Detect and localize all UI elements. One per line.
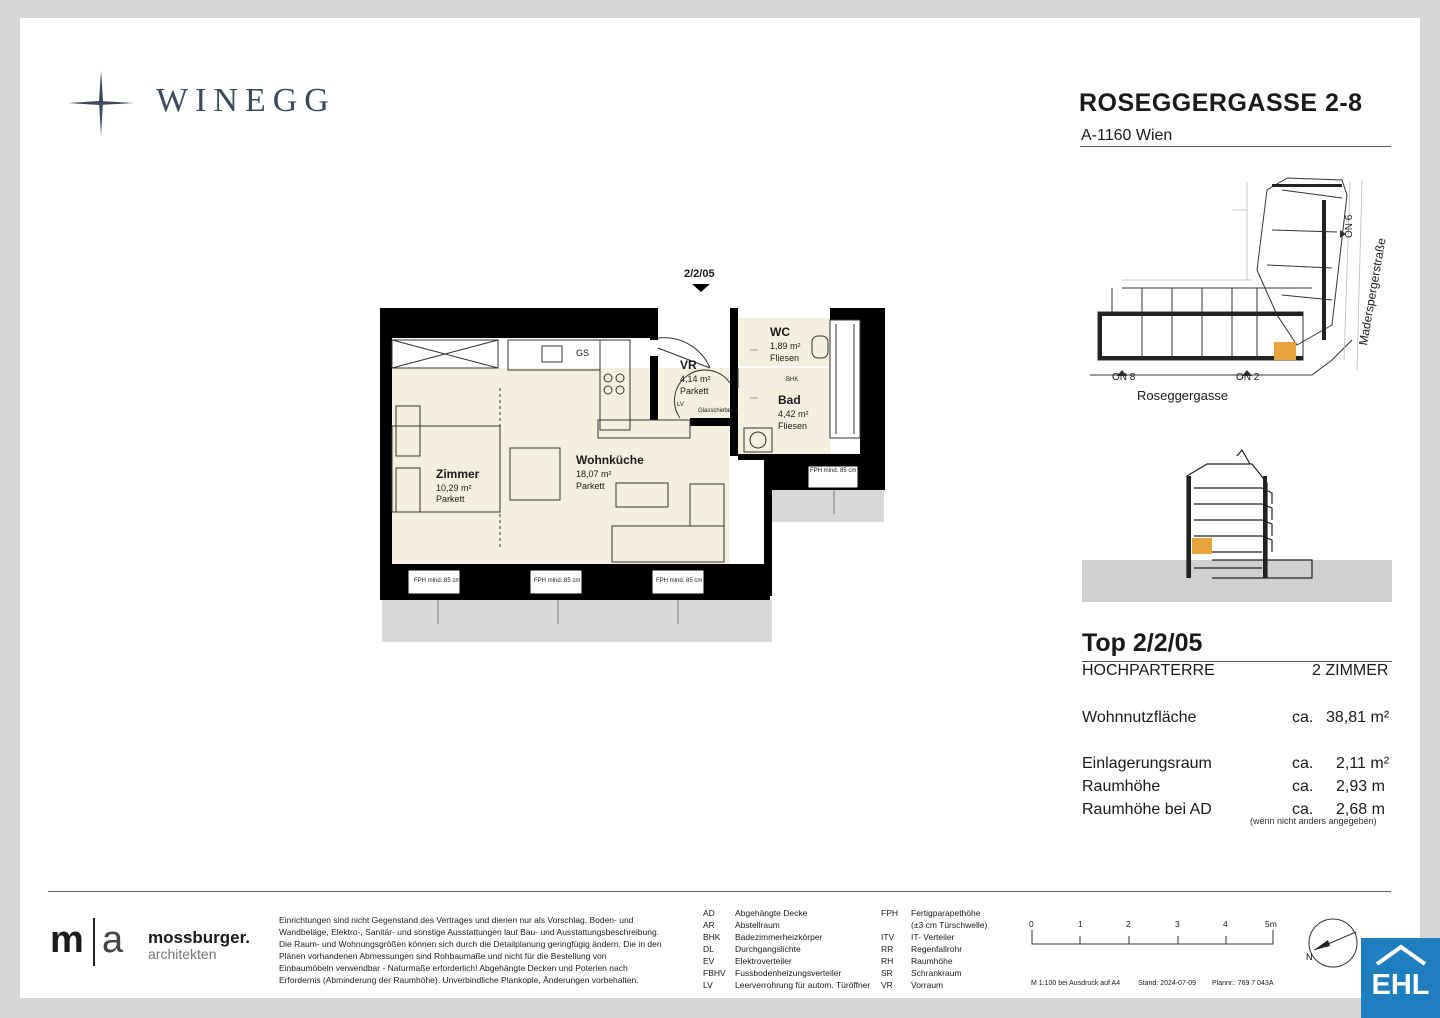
legend-text: Vorraum xyxy=(911,980,944,990)
scale-tick-4: 4 xyxy=(1223,919,1228,929)
site-plan xyxy=(1082,170,1392,405)
entrance-label-2: ON 2 xyxy=(1236,372,1260,383)
room-floor-bad: Fliesen xyxy=(778,421,808,431)
area-ca-living: ca. xyxy=(1292,709,1314,726)
architect-mark-m: m xyxy=(50,919,84,961)
fph-label-2: FPH mind. 85 cm xyxy=(534,578,581,584)
room-floor-vr: Parkett xyxy=(680,386,709,396)
legend-text: Durchgangslichte xyxy=(735,944,801,954)
header-divider xyxy=(1080,146,1391,147)
svg-text:N: N xyxy=(1306,952,1313,962)
legend-text: Abstellraum xyxy=(735,920,780,930)
legend-text: Leerverrohrung für autom. Türöffner xyxy=(735,980,871,990)
plan-number: Plannr.: 769 7 043A xyxy=(1212,980,1274,987)
ehl-badge-text: EHL xyxy=(1371,969,1430,1001)
room-area-wc: 1,89 m² xyxy=(770,341,801,351)
legend-code: AR xyxy=(703,920,715,930)
scale-tick-2: 2 xyxy=(1126,919,1131,929)
glass-door-label: Glasschiebetür xyxy=(698,408,739,414)
gs-label: GS xyxy=(576,348,590,358)
fph-label-4: FPH mind. 85 cm xyxy=(810,468,857,474)
legend-code: ITV xyxy=(881,932,895,942)
legend-code: RH xyxy=(881,956,894,966)
scale-tick-1: 1 xyxy=(1078,919,1083,929)
scale-bar xyxy=(1030,930,1275,946)
legend-text: Fussbodenheizungsverteiler xyxy=(735,968,842,978)
legend-left xyxy=(703,907,870,991)
height-ad-label: Raumhöhe bei AD xyxy=(1082,801,1212,818)
entrance-label-1: ON 8 xyxy=(1112,372,1136,383)
room-area-wohnkueche: 18,07 m² xyxy=(576,469,612,479)
architect-mark-a: a xyxy=(102,919,124,961)
legend-text: Fertigparapethöhe xyxy=(911,908,981,918)
house-roof-icon xyxy=(1375,944,1427,966)
legend-code: DL xyxy=(703,944,714,954)
plan-date: Stand: 2024-07-09 xyxy=(1138,980,1196,987)
legend-code: RR xyxy=(881,944,894,954)
legend-code: AD xyxy=(703,908,715,918)
height-note: (wenn nicht anders angegeben) xyxy=(1250,816,1377,826)
unit-marker: 2/2/05 xyxy=(684,268,715,280)
footer-divider xyxy=(48,891,1391,892)
area-label-living: Wohnnutzfläche xyxy=(1082,709,1197,726)
ehl-badge xyxy=(1361,938,1440,1018)
area-value-living: 38,81 m² xyxy=(1326,709,1390,726)
height-ad-value: 2,68 m xyxy=(1336,801,1385,818)
legend-code: FPH xyxy=(881,908,898,918)
room-name-zimmer: Zimmer xyxy=(436,467,480,481)
legend-text: Raumhöhe xyxy=(911,956,953,966)
room-area-vr: 4,14 m² xyxy=(680,374,711,384)
disclaimer-text: Einrichtungen sind nicht Gegenstand des Vertrages und dienen nur als Vorschlag. Boden- und Wandbeläge, Elektro-, Sanitär- und sonstige Ausstattungen laut Bau- und Ausstattungsbeschreibung. Die Raum- und Wohnungsgrößen können sich durch die Detailplanung geringfügig ändern. Die in den Plänen vorhandenen Abmessungen sind Rohbaumaße und nicht für die Bestellung von Einbaumöbeln verwendbar - Naturmaße erforderlich! Abgehängte Decken und Poterien nach Erfordernis (Abminderung der Raumhöhe). Unverbindliche Plankopie, Änderungen vorbehalten. xyxy=(279,915,662,985)
scale-tick-5: 5m xyxy=(1265,919,1277,929)
architect-sub: architekten xyxy=(148,946,217,962)
area-ca-storage: ca. xyxy=(1292,755,1314,772)
room-name-vr: VR xyxy=(680,358,697,372)
project-city: A-1160 Wien xyxy=(1081,127,1173,144)
legend-code: BHK xyxy=(703,932,721,942)
project-street: ROSEGGERGASSE 2-8 xyxy=(1079,89,1363,117)
bhk-label: BHK xyxy=(786,377,799,383)
room-name-wohnkueche: Wohnküche xyxy=(576,453,644,467)
legend-text: Elektroverteiler xyxy=(735,956,792,966)
legend-code: SR xyxy=(881,968,893,978)
scale-note: M 1:100 bei Ausdruck auf A4 xyxy=(1031,980,1121,987)
room-floor-wohnkueche: Parkett xyxy=(576,481,605,491)
unit-room-count: 2 ZIMMER xyxy=(1312,662,1389,679)
legend-text: Regenfallrohr xyxy=(911,944,963,954)
area-value-storage: 2,11 m² xyxy=(1336,755,1390,772)
height-label: Raumhöhe xyxy=(1082,778,1161,795)
legend-text: Badezimmerheizkörper xyxy=(735,932,823,942)
compass-star-logo-icon xyxy=(68,70,134,136)
legend-text: (±3 cm Türschwelle) xyxy=(911,920,988,930)
legend-code: EV xyxy=(703,956,715,966)
legend-text: IT- Verteiler xyxy=(911,932,955,942)
brand-name: WINEGG xyxy=(156,82,336,119)
legend-right xyxy=(881,907,987,991)
architect-name: mossburger. xyxy=(148,928,251,947)
street-label-side: Maderspergerstraße xyxy=(1356,236,1389,347)
room-area-zimmer: 10,29 m² xyxy=(436,483,472,493)
area-label-storage: Einlagerungsraum xyxy=(1082,755,1212,772)
room-floor-wc: Fliesen xyxy=(770,353,800,363)
room-area-bad: 4,42 m² xyxy=(778,409,809,419)
legend-code xyxy=(881,919,911,931)
room-floor-zimmer: Parkett xyxy=(436,494,465,504)
scale-tick-0: 0 xyxy=(1029,919,1034,929)
room-name-wc: WC xyxy=(770,325,790,339)
height-value: 2,93 m xyxy=(1336,778,1385,795)
fph-label-3: FPH mind. 85 cm xyxy=(656,578,703,584)
architect-mark-bar xyxy=(93,918,95,966)
street-label-main: Roseggergasse xyxy=(1137,388,1229,403)
unit-floor: HOCHPARTERRE xyxy=(1082,662,1215,679)
unit-title: Top 2/2/05 xyxy=(1082,629,1203,657)
room-name-bad: Bad xyxy=(778,393,801,407)
legend-text: Schrankraum xyxy=(911,968,962,978)
entrance-label-3: ON 6 xyxy=(1344,214,1355,238)
fph-label-1: FPH mind. 85 cm xyxy=(414,578,461,584)
legend-code: LV xyxy=(703,980,713,990)
legend-code: VR xyxy=(881,980,893,990)
legend-text: Abgehängte Decke xyxy=(735,908,808,918)
scale-tick-3: 3 xyxy=(1175,919,1180,929)
legend-code: FBHV xyxy=(703,968,726,978)
height-ca: ca. xyxy=(1292,778,1314,795)
north-arrow-icon xyxy=(1306,916,1360,970)
height-ad-ca: ca. xyxy=(1292,801,1314,818)
lv-label: LV xyxy=(677,402,684,408)
building-section xyxy=(1082,448,1392,602)
